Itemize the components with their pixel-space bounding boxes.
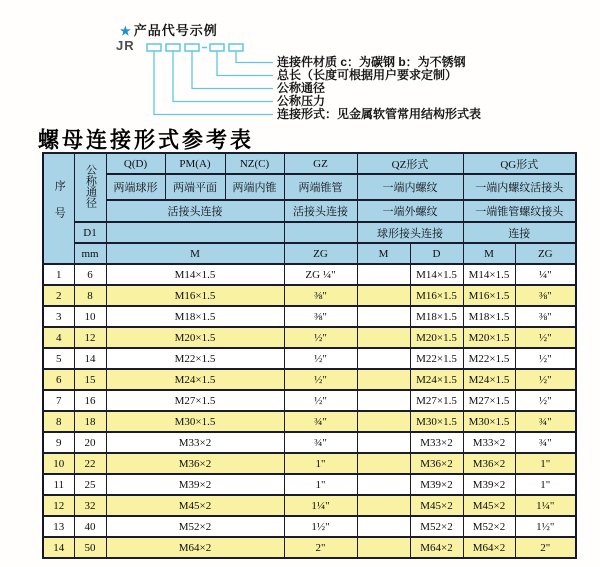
cell-zg: 1½" — [284, 516, 357, 537]
header-dn: 公称通径 — [74, 153, 106, 222]
cell-no: 2 — [43, 285, 74, 306]
cell-qz-d: M64×2 — [410, 537, 463, 558]
label-connector-material: 连接件材质 c：为碳钢 b：为不锈钢 — [277, 55, 466, 69]
table-row — [43, 285, 576, 306]
cell-qz-d: M24×1.5 — [410, 369, 463, 390]
cell-m: M16×1.5 — [106, 285, 284, 306]
cell-qz-d: M14×1.5 — [410, 264, 463, 285]
cell-qz-m — [357, 285, 410, 306]
header-mm: mm — [74, 243, 106, 264]
cell-qg-zg: ¼" — [515, 264, 576, 285]
table-row — [43, 537, 576, 558]
code-box — [210, 44, 224, 51]
cell-qg-m: M36×2 — [463, 453, 515, 474]
header-unit-qz-m: M — [357, 243, 410, 264]
cell-qz-d: M39×2 — [410, 474, 463, 495]
nut-connection-reference-table — [42, 152, 577, 559]
cell-dn: 40 — [74, 516, 106, 537]
code-prefix: JR — [116, 38, 135, 53]
header-d1: D1 — [74, 222, 106, 243]
cell-qg-m: M24×1.5 — [463, 369, 515, 390]
cell-qg-zg: 1¼" — [515, 495, 576, 516]
cell-zg: ½" — [284, 348, 357, 369]
cell-m: M45×2 — [106, 495, 284, 516]
cell-qz-m — [357, 306, 410, 327]
cell-qz-m — [357, 432, 410, 453]
cell-dn: 15 — [74, 369, 106, 390]
cell-no: 8 — [43, 411, 74, 432]
header-sub-qd: 两端球形 — [106, 174, 165, 200]
cell-qz-d: M27×1.5 — [410, 390, 463, 411]
cell-no: 1 — [43, 264, 74, 285]
cell-dn: 18 — [74, 411, 106, 432]
cell-zg: ¾" — [284, 411, 357, 432]
cell-qg-zg: ½" — [515, 327, 576, 348]
cell-m: M30×1.5 — [106, 411, 284, 432]
cell-qz-d: M45×2 — [410, 495, 463, 516]
cell-qg-zg: 1" — [515, 453, 576, 474]
header-form-pma: PM(A) — [165, 153, 225, 174]
cell-dn: 10 — [74, 306, 106, 327]
cell-qg-m: M30×1.5 — [463, 411, 515, 432]
label-connection-form: 连接形式：见金属软管常用结构形式表 — [277, 107, 482, 121]
cell-qz-m — [357, 390, 410, 411]
connector-line — [217, 51, 273, 76]
cell-qg-zg: ⅜" — [515, 285, 576, 306]
cell-qz-d: M33×2 — [410, 432, 463, 453]
header-form-gz: GZ — [284, 153, 357, 174]
cell-m: M20×1.5 — [106, 327, 284, 348]
header-sub-pma: 两端平面 — [165, 174, 225, 200]
header-unit-qg-zg: ZG — [515, 243, 576, 264]
cell-dn: 25 — [74, 474, 106, 495]
cell-qz-d: M30×1.5 — [410, 411, 463, 432]
cell-qz-d: M22×1.5 — [410, 348, 463, 369]
cell-dn: 20 — [74, 432, 106, 453]
cell-qz-m — [357, 327, 410, 348]
cell-dn: 50 — [74, 537, 106, 558]
header-union-connection: 活接头连接 — [106, 200, 284, 222]
cell-qz-m — [357, 369, 410, 390]
cell-zg: ½" — [284, 390, 357, 411]
header-sub-qg: 一端内螺纹活接头 — [463, 174, 576, 200]
header-ball-joint-connection: 球形接头连接 — [357, 222, 463, 243]
cell-qz-d: M52×2 — [410, 516, 463, 537]
cell-no: 6 — [43, 369, 74, 390]
cell-qg-zg: 1" — [515, 474, 576, 495]
cell-qg-zg: 2" — [515, 537, 576, 558]
cell-qz-m — [357, 474, 410, 495]
cell-qg-m: M22×1.5 — [463, 348, 515, 369]
cell-no: 12 — [43, 495, 74, 516]
header-seq: 序号 — [43, 153, 74, 264]
cell-no: 9 — [43, 432, 74, 453]
cell-qg-m: M14×1.5 — [463, 264, 515, 285]
code-box — [229, 44, 243, 51]
cell-qz-m — [357, 453, 410, 474]
cell-dn: 12 — [74, 327, 106, 348]
header-sub-qz: 一端内螺纹 — [357, 174, 463, 200]
cell-zg: ¾" — [284, 432, 357, 453]
cell-m: M39×2 — [106, 474, 284, 495]
cell-qg-m: M20×1.5 — [463, 327, 515, 348]
cell-m: M18×1.5 — [106, 306, 284, 327]
cell-qz-m — [357, 495, 410, 516]
cell-qg-m: M18×1.5 — [463, 306, 515, 327]
cell-dn: 32 — [74, 495, 106, 516]
header-form-qg: QG形式 — [463, 153, 576, 174]
cell-dn: 6 — [74, 264, 106, 285]
cell-zg: 1" — [284, 474, 357, 495]
cell-qz-m — [357, 411, 410, 432]
code-box — [185, 44, 199, 51]
cell-m: M22×1.5 — [106, 348, 284, 369]
label-nominal-diameter: 公称通径 — [277, 81, 326, 95]
cell-zg: ⅜" — [284, 306, 357, 327]
cell-qg-m: M45×2 — [463, 495, 515, 516]
cell-no: 5 — [43, 348, 74, 369]
cell-qz-d: M16×1.5 — [410, 285, 463, 306]
cell-qg-zg: ½" — [515, 348, 576, 369]
header-external-thread: 一端外螺纹 — [357, 200, 463, 222]
header-sub-gz: 两端锥管 — [284, 174, 357, 200]
header-form-nzc: NZ(C) — [225, 153, 284, 174]
cell-m: M14×1.5 — [106, 264, 284, 285]
cell-qz-d: M20×1.5 — [410, 327, 463, 348]
cell-zg: ⅜" — [284, 285, 357, 306]
cell-qg-zg: ¾" — [515, 411, 576, 432]
cell-qz-m — [357, 537, 410, 558]
cell-zg: ½" — [284, 369, 357, 390]
cell-no: 4 — [43, 327, 74, 348]
table-row — [43, 264, 576, 285]
connector-line — [154, 51, 273, 115]
cell-m: M27×1.5 — [106, 390, 284, 411]
header-blank-left — [106, 222, 284, 243]
cell-qg-zg: ½" — [515, 369, 576, 390]
cell-no: 13 — [43, 516, 74, 537]
header-blank-gz — [284, 222, 357, 243]
cell-m: M36×2 — [106, 453, 284, 474]
cell-qg-zg: ¾" — [515, 432, 576, 453]
cell-m: M64×2 — [106, 537, 284, 558]
table-row — [43, 474, 576, 495]
cell-qg-m: M27×1.5 — [463, 390, 515, 411]
cell-qz-m — [357, 264, 410, 285]
cell-no: 7 — [43, 390, 74, 411]
cell-zg: ZG ¼" — [284, 264, 357, 285]
connector-line — [236, 51, 273, 63]
cell-dn: 8 — [74, 285, 106, 306]
header-union-connection-gz: 活接头连接 — [284, 200, 357, 222]
header-unit-qg-m: M — [463, 243, 515, 264]
product-code-title-text: 产品代号示例 — [133, 23, 218, 38]
code-box — [147, 44, 161, 51]
cell-zg: 1¼" — [284, 495, 357, 516]
table-row — [43, 432, 576, 453]
table-body — [43, 264, 576, 558]
table-header — [43, 153, 576, 264]
header-unit-zg: ZG — [284, 243, 357, 264]
header-unit-m: M — [106, 243, 284, 264]
cell-dn: 16 — [74, 390, 106, 411]
table-row — [43, 327, 576, 348]
cell-dn: 22 — [74, 453, 106, 474]
table-row — [43, 306, 576, 327]
cell-qg-zg: 1½" — [515, 516, 576, 537]
table-title: 螺母连接形式参考表 — [38, 127, 254, 153]
cell-no: 3 — [43, 306, 74, 327]
star-icon: ★ — [120, 24, 132, 38]
cell-no: 14 — [43, 537, 74, 558]
table-row — [43, 516, 576, 537]
cell-m: M24×1.5 — [106, 369, 284, 390]
header-connection: 连接 — [463, 222, 576, 243]
label-total-length: 总长（长度可根据用户要求定制） — [277, 68, 458, 82]
cell-qg-m: M16×1.5 — [463, 285, 515, 306]
table-row — [43, 390, 576, 411]
cell-dn: 14 — [74, 348, 106, 369]
cell-qg-m: M33×2 — [463, 432, 515, 453]
cell-no: 11 — [43, 474, 74, 495]
header-form-qd: Q(D) — [106, 153, 165, 174]
cell-qg-m: M39×2 — [463, 474, 515, 495]
header-form-qz: QZ形式 — [357, 153, 463, 174]
header-unit-qz-d: D — [410, 243, 463, 264]
table-row — [43, 348, 576, 369]
connector-line — [173, 51, 273, 102]
cell-qz-m — [357, 516, 410, 537]
cell-qz-d: M18×1.5 — [410, 306, 463, 327]
cell-zg: 1" — [284, 453, 357, 474]
connector-line — [192, 51, 273, 89]
cell-qg-m: M64×2 — [463, 537, 515, 558]
cell-qz-m — [357, 348, 410, 369]
cell-qg-zg: ½" — [515, 390, 576, 411]
table-row — [43, 369, 576, 390]
cell-zg: 2" — [284, 537, 357, 558]
cell-qz-d: M36×2 — [410, 453, 463, 474]
cell-no: 10 — [43, 453, 74, 474]
header-sub-nzc: 两端内锥 — [225, 174, 284, 200]
code-box — [166, 44, 180, 51]
table-row — [43, 495, 576, 516]
header-taper-thread-joint: 一端锥管螺纹接头 — [463, 200, 576, 222]
label-nominal-pressure: 公称压力 — [277, 94, 326, 108]
table-row — [43, 411, 576, 432]
cell-m: M52×2 — [106, 516, 284, 537]
cell-zg: ½" — [284, 327, 357, 348]
cell-qg-m: M52×2 — [463, 516, 515, 537]
cell-m: M33×2 — [106, 432, 284, 453]
cell-qg-zg: ⅜" — [515, 306, 576, 327]
table-row — [43, 453, 576, 474]
